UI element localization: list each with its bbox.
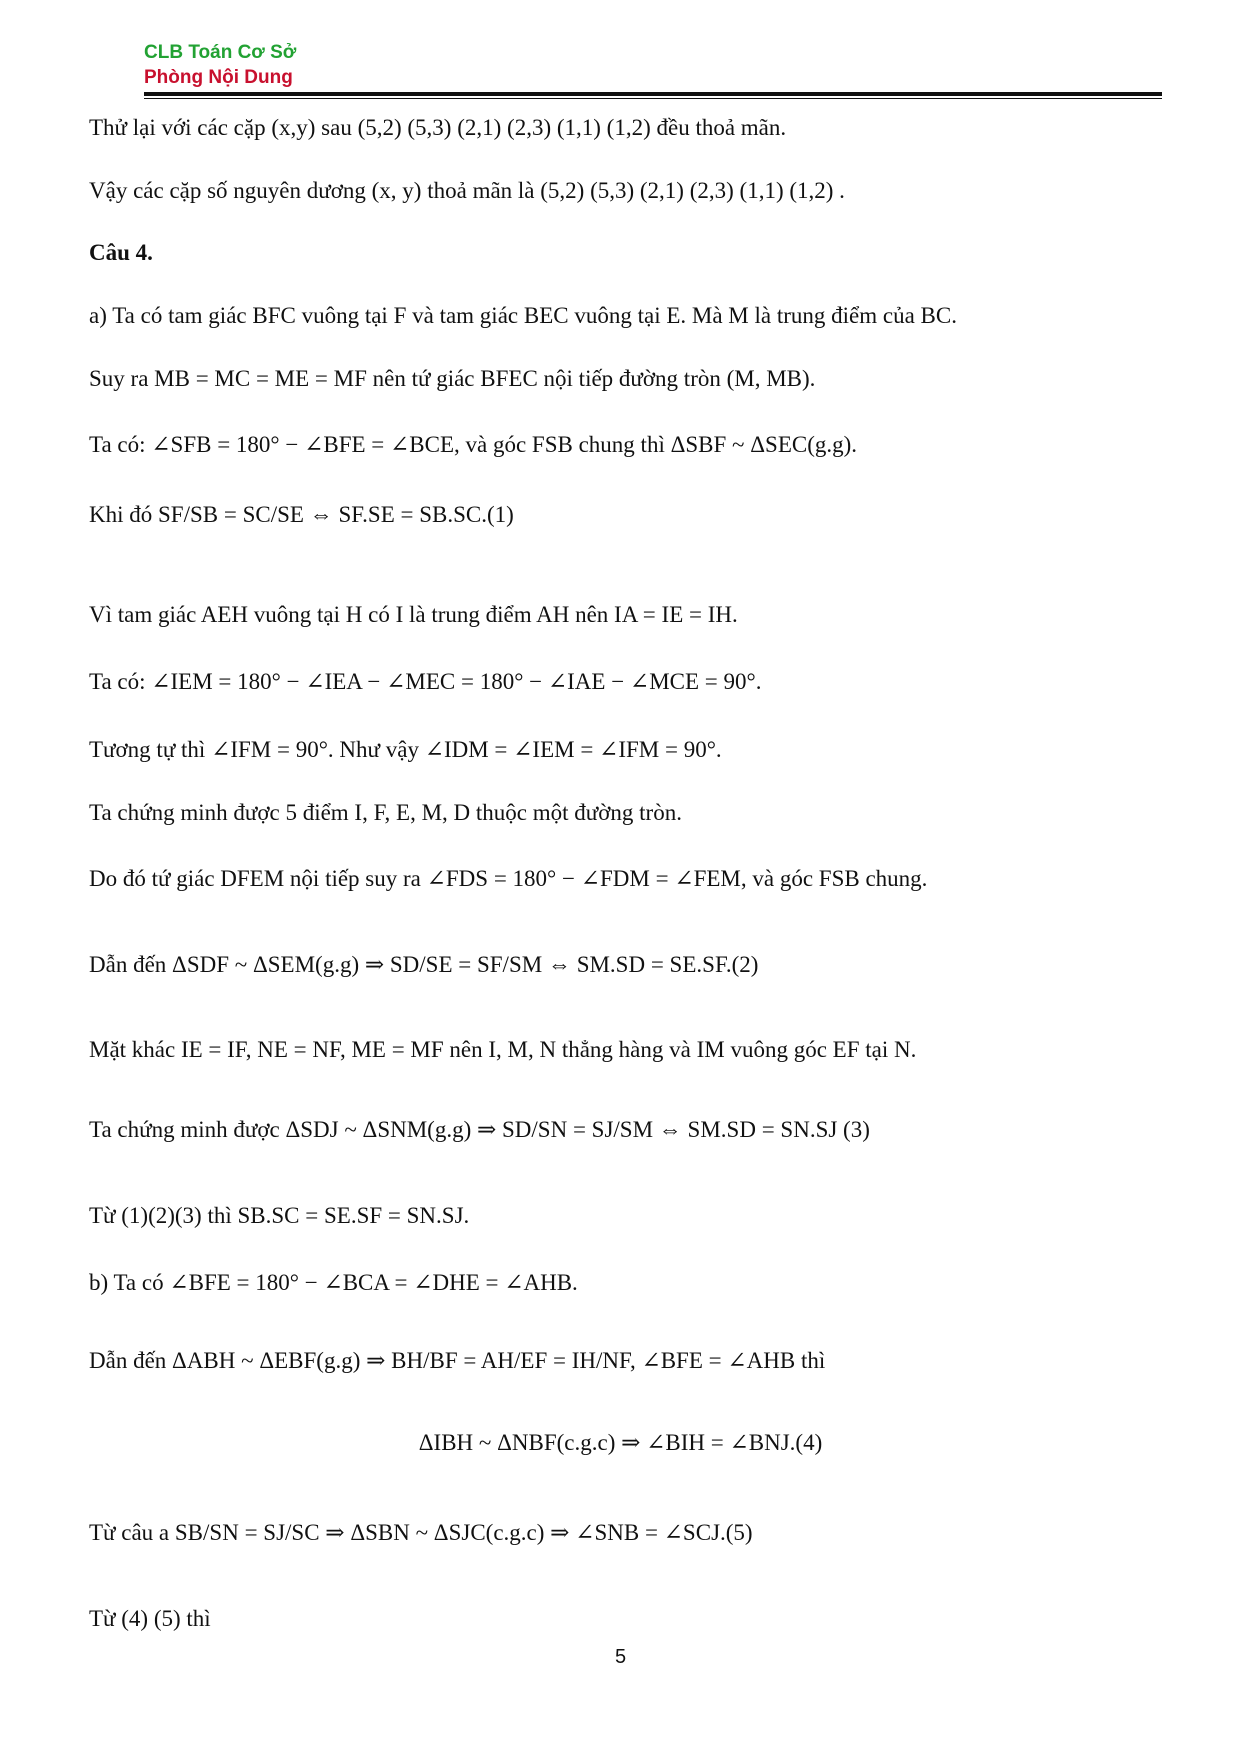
text-line: Dẫn đến ΔSDF ~ ΔSEM(g.g) ⇒ SD/SE = SF/SM ⇔ SM.SD = SE.SF.(2): [89, 952, 759, 977]
text-line: Ta có: ∠SFB = 180° − ∠BFE = ∠BCE, và góc FSB chung thì ΔSBF ~ ΔSEC(g.g).: [89, 432, 858, 457]
header-club: CLB Toán Cơ Sở: [144, 42, 297, 63]
text-line: a) Ta có tam giác BFC vuông tại F và tam giác BEC vuông tại E. Mà M là trung điểm của BC.: [89, 303, 957, 328]
text-line: Ta chứng minh được 5 điểm I, F, E, M, D thuộc một đường tròn.: [89, 800, 682, 825]
header-rule: [144, 92, 1162, 96]
text-line: Từ câu a SB/SN = SJ/SC ⇒ ΔSBN ~ ΔSJC(c.g.c) ⇒ ∠SNB = ∠SCJ.(5): [89, 1520, 753, 1545]
text-line: Suy ra MB = MC = ME = MF nên tứ giác BFEC nội tiếp đường tròn (M, MB).: [89, 366, 816, 391]
text-line: Tương tự thì ∠IFM = 90°. Như vậy ∠IDM = ∠IEM = ∠IFM = 90°.: [89, 737, 722, 762]
text-line: Vì tam giác AEH vuông tại H có I là trung điểm AH nên IA = IE = IH.: [89, 602, 738, 627]
text-line: Ta có: ∠IEM = 180° − ∠IEA − ∠MEC = 180° − ∠IAE − ∠MCE = 90°.: [89, 669, 762, 694]
header-dept: Phòng Nội Dung: [144, 67, 293, 88]
text-line: b) Ta có ∠BFE = 180° − ∠BCA = ∠DHE = ∠AHB.: [89, 1270, 578, 1295]
text-line: Thử lại với các cặp (x,y) sau (5,2) (5,3) (2,1) (2,3) (1,1) (1,2) đều thoả mãn.: [89, 115, 787, 140]
text-line: Do đó tứ giác DFEM nội tiếp suy ra ∠FDS = 180° − ∠FDM = ∠FEM, và góc FSB chung.: [89, 866, 928, 891]
text-line: Khi đó SF/SB = SC/SE ⇔ SF.SE = SB.SC.(1): [89, 502, 514, 527]
text-line: Từ (1)(2)(3) thì SB.SC = SE.SF = SN.SJ.: [89, 1203, 470, 1228]
section-heading: Câu 4.: [89, 240, 153, 265]
header-rule-thin: [144, 98, 1162, 99]
page-number: 5: [614, 1646, 627, 1668]
text-line: Mặt khác IE = IF, NE = NF, ME = MF nên I, M, N thẳng hàng và IM vuông góc EF tại N.: [89, 1037, 917, 1062]
text-line: Ta chứng minh được ΔSDJ ~ ΔSNM(g.g) ⇒ SD/SN = SJ/SM ⇔ SM.SD = SN.SJ (3): [89, 1117, 870, 1142]
centered-formula: ΔIBH ~ ΔNBF(c.g.c) ⇒ ∠BIH = ∠BNJ.(4): [418, 1430, 823, 1455]
text-line: Từ (4) (5) thì: [89, 1606, 211, 1631]
text-line: Dẫn đến ΔABH ~ ΔEBF(g.g) ⇒ BH/BF = AH/EF = IH/NF, ∠BFE = ∠AHB thì: [89, 1348, 826, 1373]
text-line: Vậy các cặp số nguyên dương (x, y) thoả mãn là (5,2) (5,3) (2,1) (2,3) (1,1) (1,2) .: [89, 178, 845, 203]
